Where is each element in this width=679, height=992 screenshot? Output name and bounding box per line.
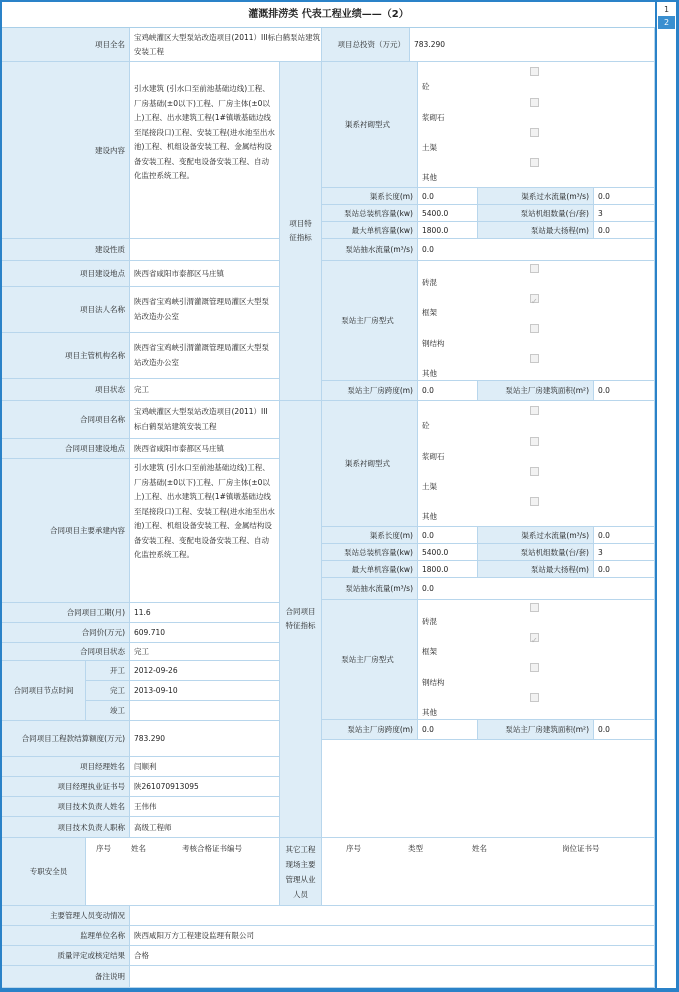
option-label: 钢结构	[422, 339, 445, 348]
channel-length-label-2: 渠系长度(m)	[322, 527, 418, 544]
change-label: 主要管理人员变动情况	[2, 906, 130, 926]
option-label: 其他	[422, 512, 437, 521]
option-label: 其他	[422, 173, 437, 182]
contract-status-value: 完工	[130, 643, 280, 661]
contract-status-label: 合同项目状态	[2, 643, 130, 661]
contract-location-label: 合同项目建设地点	[2, 439, 130, 459]
other-staff-label: 其它工程现场主要管理从业人员	[280, 838, 322, 906]
page-nav	[657, 2, 676, 988]
option-label: 框架	[422, 308, 437, 317]
pump-capacity-label-2: 泵站总装机容量(kw)	[322, 544, 418, 561]
pump-units-label-1: 泵站机组数量(台/套)	[478, 205, 594, 222]
house-span-label-2: 泵站主厂房跨度(m)	[322, 720, 418, 740]
tech-lead-label: 项目技术负责人姓名	[2, 797, 130, 817]
checkbox[interactable]	[530, 264, 539, 273]
accept-label: 竣工	[86, 701, 130, 721]
house-type-label-1: 泵站主厂房型式	[322, 261, 418, 381]
project-content-value: 引水建筑 (引水口至前池基础边线)工程、厂房基础(±0以下)工程、厂房主体(±0以上)工程、出水建筑工程(1#镇墩基础边线至尾接段口)工程、安装工程(进水池至出水池)工程、机组设备安装工程、金属结构设备安装工程、变配电设备安装工程、自动化监控系统工程。	[130, 62, 280, 239]
quality-label: 质量评定或核定结果	[2, 946, 130, 966]
project-location-value: 陕西省咸阳市泰都区马庄镇	[130, 261, 280, 287]
project-content-label: 建设内容	[2, 62, 130, 239]
supervisor-value: 陕西咸阳万方工程建设监理有限公司	[130, 926, 655, 946]
complete-label: 完工	[86, 681, 130, 701]
remark-label: 备注说明	[2, 966, 130, 988]
house-options-1	[418, 261, 655, 381]
remark-value	[130, 966, 655, 988]
max-lift-label-2: 泵站最大扬程(m)	[478, 561, 594, 578]
accept-value	[130, 701, 280, 721]
option-label: 浆砌石	[422, 452, 445, 461]
max-lift-value-1: 0.0	[594, 222, 655, 239]
project-authority-label: 项目主管机构名称	[2, 333, 130, 379]
page-link-2[interactable]: 2	[658, 16, 675, 29]
checkbox[interactable]	[530, 497, 539, 506]
project-features-label: 项目特征指标	[280, 62, 322, 401]
pump-flow-label-1: 泵站抽水流量(m³/s)	[322, 239, 418, 261]
record-sheet	[2, 2, 655, 988]
checkbox[interactable]	[530, 67, 539, 76]
checkbox[interactable]	[530, 128, 539, 137]
checkbox-checked[interactable]	[530, 633, 539, 642]
change-value	[130, 906, 655, 926]
pump-units-label-2: 泵站机组数量(台/套)	[478, 544, 594, 561]
contract-settle-label: 合同项目工程款结算额度(万元)	[2, 721, 130, 757]
channel-flow-value-2: 0.0	[594, 527, 655, 544]
contract-features-label: 合同项目特征指标	[280, 401, 322, 838]
project-invest-label: 项目总投资（万元）	[322, 28, 410, 62]
project-legal-label: 项目法人名称	[2, 287, 130, 333]
safety-label: 专职安全员	[2, 838, 86, 906]
contract-price-label: 合同价(万元)	[2, 623, 130, 643]
contract-content-value: 引水建筑 (引水口至前池基础边线)工程、厂房基础(±0以下)工程、厂房主体(±0以上)工程、出水建筑工程(1#镇墩基础边线至尾接段口)工程、安装工程(进水池至出水池)工程、机组设备安装工程、金属结构设备安装工程、变配电设备安装工程、自动化监控系统工程。	[130, 459, 280, 603]
project-status-label: 项目状态	[2, 379, 130, 401]
single-capacity-value-2: 1800.0	[418, 561, 478, 578]
house-type-label-2: 泵站主厂房型式	[322, 600, 418, 720]
supervisor-label: 监理单位名称	[2, 926, 130, 946]
channel-type-label-2: 渠系衬砌型式	[322, 401, 418, 527]
project-legal-value: 陕西省宝鸡峡引渭灌溉管理局灌区大型泵站改造办公室	[130, 287, 280, 333]
contract-period-label: 合同项目工期(月)	[2, 603, 130, 623]
other-header: 姓名	[472, 844, 487, 853]
house-area-label-1: 泵站主厂房建筑面积(m²)	[478, 381, 594, 401]
checkbox[interactable]	[530, 406, 539, 415]
max-lift-value-2: 0.0	[594, 561, 655, 578]
quality-value: 合格	[130, 946, 655, 966]
contract-price-value: 609.710	[130, 623, 280, 643]
checkbox[interactable]	[530, 603, 539, 612]
page-link-1[interactable]: 1	[663, 5, 670, 14]
safety-header: 考核合格证书编号	[182, 844, 242, 853]
checkbox[interactable]	[530, 467, 539, 476]
other-header: 类型	[408, 844, 423, 853]
start-label: 开工	[86, 661, 130, 681]
house-options-2	[418, 600, 655, 720]
checkbox[interactable]	[530, 437, 539, 446]
pump-flow-value-2: 0.0	[418, 578, 655, 600]
house-area-value-2: 0.0	[594, 720, 655, 740]
contract-nodes-label: 合同项目节点时间	[2, 661, 86, 721]
project-nature-label: 建设性质	[2, 239, 130, 261]
option-label: 土渠	[422, 143, 437, 152]
tech-title-label: 项目技术负责人职称	[2, 817, 130, 838]
project-location-label: 项目建设地点	[2, 261, 130, 287]
single-capacity-label-2: 最大单机容量(kw)	[322, 561, 418, 578]
project-invest-value: 783.290	[410, 28, 655, 62]
other-header: 岗位证书号	[562, 844, 600, 853]
pump-flow-label-2: 泵站抽水流量(m³/s)	[322, 578, 418, 600]
checkbox[interactable]	[530, 693, 539, 702]
single-capacity-label-1: 最大单机容量(kw)	[322, 222, 418, 239]
option-label: 砖混	[422, 278, 437, 287]
project-name-label: 项目全名	[2, 28, 130, 62]
page-title: 灌溉排涝类 代表工程业绩——（2）	[2, 2, 655, 28]
contract-period-value: 11.6	[130, 603, 280, 623]
manager-cert-label: 项目经理执业证书号	[2, 777, 130, 797]
house-area-value-1: 0.0	[594, 381, 655, 401]
tech-title-value: 高级工程师	[130, 817, 280, 838]
project-authority-value: 陕西省宝鸡峡引渭灌溉管理局灌区大型泵站改造办公室	[130, 333, 280, 379]
contract-name-label: 合同项目名称	[2, 401, 130, 439]
contract-location-value: 陕西省咸阳市泰都区马庄镇	[130, 439, 280, 459]
project-nature-value	[130, 239, 280, 261]
manager-label: 项目经理姓名	[2, 757, 130, 777]
option-label: 钢结构	[422, 678, 445, 687]
checkbox[interactable]	[530, 324, 539, 333]
contract-settle-value: 783.290	[130, 721, 280, 757]
option-label: 砼	[422, 421, 430, 430]
single-capacity-value-1: 1800.0	[418, 222, 478, 239]
checkbox-checked[interactable]	[530, 294, 539, 303]
max-lift-label-1: 泵站最大扬程(m)	[478, 222, 594, 239]
channel-type-label-1: 渠系衬砌型式	[322, 62, 418, 188]
pump-units-value-1: 3	[594, 205, 655, 222]
other-staff-table	[322, 838, 655, 906]
house-span-value-1: 0.0	[418, 381, 478, 401]
option-label: 砼	[422, 82, 430, 91]
pump-capacity-value-1: 5400.0	[418, 205, 478, 222]
contract-content-label: 合同项目主要承建内容	[2, 459, 130, 603]
channel-flow-label-2: 渠系过水流量(m³/s)	[478, 527, 594, 544]
house-span-label-1: 泵站主厂房跨度(m)	[322, 381, 418, 401]
safety-table	[86, 838, 280, 906]
channel-flow-value-1: 0.0	[594, 188, 655, 205]
project-name-value: 宝鸡峡灌区大型泵站改造项目(2011）III标白鹤泵站建筑安装工程	[130, 28, 322, 62]
safety-header: 序号	[96, 844, 111, 853]
checkbox[interactable]	[530, 354, 539, 363]
channel-length-value-1: 0.0	[418, 188, 478, 205]
channel-options-2	[418, 401, 655, 527]
channel-length-label-1: 渠系长度(m)	[322, 188, 418, 205]
channel-flow-label-1: 渠系过水流量(m³/s)	[478, 188, 594, 205]
other-header: 序号	[346, 844, 361, 853]
option-label: 框架	[422, 647, 437, 656]
start-value: 2012-09-26	[130, 661, 280, 681]
manager-value: 闫顺利	[130, 757, 280, 777]
project-status-value: 完工	[130, 379, 280, 401]
tech-lead-value: 王伟伟	[130, 797, 280, 817]
contract-name-value: 宝鸡峡灌区大型泵站改造项目(2011）III标白鹤泵站建筑安装工程	[130, 401, 280, 439]
house-span-value-2: 0.0	[418, 720, 478, 740]
option-label: 其他	[422, 708, 437, 717]
checkbox[interactable]	[530, 158, 539, 167]
option-label: 砖混	[422, 617, 437, 626]
features-blank-area	[322, 740, 655, 838]
channel-options-1	[418, 62, 655, 188]
manager-cert-value: 陕261070913095	[130, 777, 280, 797]
pump-capacity-value-2: 5400.0	[418, 544, 478, 561]
option-label: 其他	[422, 369, 437, 378]
pump-flow-value-1: 0.0	[418, 239, 655, 261]
safety-header: 姓名	[131, 844, 146, 853]
house-area-label-2: 泵站主厂房建筑面积(m²)	[478, 720, 594, 740]
checkbox[interactable]	[530, 98, 539, 107]
option-label: 浆砌石	[422, 113, 445, 122]
checkbox[interactable]	[530, 663, 539, 672]
complete-value: 2013-09-10	[130, 681, 280, 701]
pump-units-value-2: 3	[594, 544, 655, 561]
channel-length-value-2: 0.0	[418, 527, 478, 544]
option-label: 土渠	[422, 482, 437, 491]
pump-capacity-label-1: 泵站总装机容量(kw)	[322, 205, 418, 222]
